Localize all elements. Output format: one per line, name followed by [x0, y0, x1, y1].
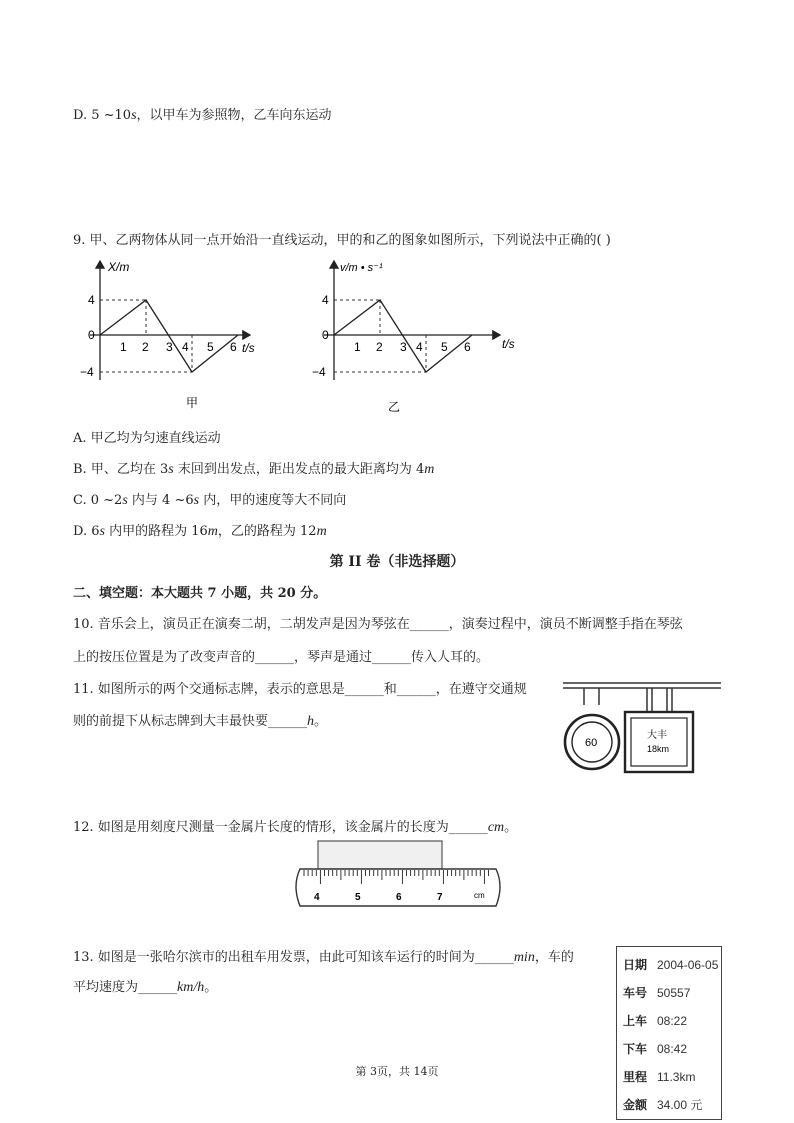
yi-ytick-0: 0	[322, 328, 329, 342]
q8-option-d-suffix: ，以甲车为参照物，乙车向东运动	[136, 108, 332, 123]
ruler-figure	[290, 838, 508, 910]
q10-line2: 上的按压位置是为了改变声音的______，琴声是通过______传入人耳的。	[73, 650, 490, 665]
q9-option-d	[73, 520, 327, 540]
distance-sign-place: 大丰	[647, 730, 667, 741]
q9-option-b	[73, 458, 434, 478]
distance-sign-km: 18km	[647, 744, 670, 754]
q9-d-unit3: m	[316, 524, 327, 539]
q9-c-pre: C. 0 ~2	[73, 493, 123, 508]
yi-xtick-3: 3	[400, 340, 407, 354]
q11-line2-pre: 则的前提下从标志牌到大丰最快要______	[73, 714, 308, 729]
receipt-row-board	[623, 1012, 687, 1029]
q9-d-mid2: ，乙的路程为 12	[217, 524, 317, 539]
q11-unit-h: h	[307, 714, 315, 729]
q9-option-c	[73, 489, 346, 509]
q11-line2-post: 。	[314, 714, 328, 729]
q9-option-a: A. 甲乙均为匀速直线运动	[73, 431, 221, 446]
jia-xtick-5: 5	[207, 340, 214, 354]
q11-line1: 11. 如图所示的两个交通标志牌，表示的意思是______和______，在遵守交通规	[73, 682, 527, 697]
jia-xtick-1: 1	[120, 340, 127, 354]
q13-line1-post: ，车的	[534, 950, 574, 965]
q13-unit-kmh: km/h	[177, 980, 205, 995]
q13-line1	[73, 946, 574, 966]
jia-xtick-2: 2	[142, 340, 149, 354]
q9-c-unit2: s	[193, 493, 200, 508]
q12-pre: 12. 如图是用刻度尺测量一金属片长度的情形，该金属片的长度为______	[73, 820, 488, 835]
jia-xtick-4: 4	[182, 340, 189, 354]
yi-x-label: t/s	[502, 337, 515, 351]
yi-curve	[334, 300, 472, 372]
receipt-label: 下车	[623, 1042, 648, 1056]
receipt-row-amount	[623, 1096, 702, 1113]
section-heading: 二、填空题：本大题共 7 小题，共 20 分。	[73, 586, 327, 601]
jia-xtick-3: 3	[166, 340, 173, 354]
jia-y-label: X/m	[108, 260, 130, 274]
receipt-value: 08:22	[657, 1014, 688, 1028]
receipt-row-date	[623, 956, 718, 973]
ruler-label-6: 6	[396, 892, 402, 903]
yi-caption: 乙	[388, 400, 401, 414]
jia-curve	[100, 300, 238, 372]
q11-line2	[73, 710, 327, 730]
traffic-signs	[563, 676, 723, 796]
receipt-value: 08:42	[657, 1042, 688, 1056]
yi-y-label: v/m • s⁻¹	[340, 262, 383, 274]
graph-yi	[310, 255, 520, 415]
jia-ytick-4: 4	[88, 293, 95, 307]
q12-text	[73, 816, 517, 836]
q10-line1: 10. 音乐会上，演员正在演奏二胡，二胡发声是因为琴弦在______，演奏过程中，演员不断调整手指在琴弦	[73, 617, 683, 632]
receipt-label: 金额	[623, 1098, 648, 1112]
q9-b-unit2: m	[424, 462, 435, 477]
yi-xtick-5: 5	[441, 340, 448, 354]
page-footer: 第 3页，共 14页	[355, 1065, 439, 1078]
receipt-label: 上车	[623, 1014, 648, 1028]
q9-c-post: 内，甲的速度等大不同向	[199, 493, 347, 508]
q12-post: 。	[504, 820, 518, 835]
q8-option-d	[73, 104, 332, 124]
q8-option-d-prefix: D. 5 ~10	[73, 108, 132, 123]
metal-sheet	[318, 841, 442, 869]
jia-xtick-6: 6	[230, 340, 237, 354]
q9-b-unit: s	[168, 462, 174, 477]
q13-line2-post: 。	[204, 980, 218, 995]
section-title: 第 II 卷（非选择题）	[329, 554, 465, 570]
yi-xtick-6: 6	[464, 340, 471, 354]
receipt-row-car	[623, 984, 690, 1001]
receipt-value: 50557	[657, 986, 691, 1000]
receipt-label: 日期	[623, 958, 648, 972]
ruler-label-7: 7	[437, 892, 443, 903]
q9-b-pre: B. 甲、乙均在 3	[73, 462, 169, 477]
ruler-label-4: 4	[314, 892, 320, 903]
q9-b-mid: 末回到出发点，距出发点的最大距离均为 4	[173, 462, 425, 477]
q9-stem: 9. 甲、乙两物体从同一点开始沿一直线运动，甲的和乙的图象如图所示，下列说法中正确的( )	[73, 233, 611, 248]
q9-d-mid: 内甲的路程为 16	[104, 524, 208, 539]
yi-ytick-4: 4	[322, 293, 329, 307]
graph-jia	[80, 255, 270, 415]
q9-d-unit2: m	[207, 524, 218, 539]
jia-ytick-0: 0	[88, 328, 95, 342]
speed-limit-value: 60	[585, 737, 598, 749]
q9-c-mid: 内与 4 ~6	[127, 493, 194, 508]
q9-c-unit: s	[122, 493, 128, 508]
q9-d-unit: s	[99, 524, 105, 539]
ruler-label-5: 5	[355, 892, 361, 903]
receipt-row-alight	[623, 1040, 687, 1057]
q13-line2	[73, 976, 217, 996]
q12-unit: cm	[487, 820, 505, 835]
receipt-label: 里程	[623, 1070, 648, 1084]
yi-xtick-1: 1	[354, 340, 361, 354]
jia-ytick-neg4: −4	[80, 365, 94, 379]
jia-caption: 甲	[186, 396, 199, 410]
receipt-value: 2004-06-05	[657, 958, 719, 972]
q8-option-d-unit: s	[131, 108, 137, 123]
q9-d-pre: D. 6	[73, 524, 100, 539]
q13-line1-pre: 13. 如图是一张哈尔滨市的出租车用发票，由此可知该车运行的时间为______	[73, 950, 514, 965]
yi-xtick-2: 2	[376, 340, 383, 354]
ruler-unit: cm	[474, 891, 485, 900]
receipt-label: 车号	[623, 986, 648, 1000]
yi-xtick-4: 4	[416, 340, 423, 354]
receipt-value: 11.3km	[657, 1070, 696, 1084]
jia-x-label: t/s	[242, 341, 255, 355]
taxi-receipt	[616, 946, 722, 1120]
q13-unit-min: min	[513, 950, 535, 965]
yi-ytick-neg4: −4	[312, 365, 326, 379]
receipt-value: 34.00 元	[657, 1098, 703, 1112]
q13-line2-pre: 平均速度为______	[73, 980, 178, 995]
